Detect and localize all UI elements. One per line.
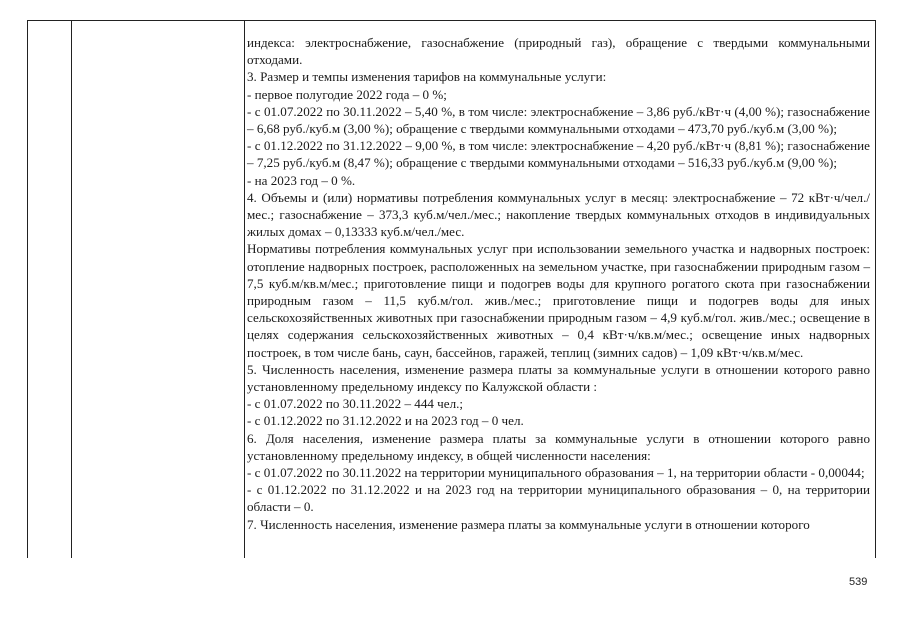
paragraph-15: 7. Численность населения, изменение размера платы за коммунальные услуги в отношении которого xyxy=(247,516,810,532)
paragraph-10: - с 01.07.2022 по 30.11.2022 – 444 чел.; xyxy=(247,396,464,412)
paragraph-13: - с 01.07.2022 по 30.11.2022 на территории муниципального образования – 1, на территории области - 0,00044; xyxy=(247,465,865,481)
document-table xyxy=(27,20,876,558)
paragraph-14: - с 01.12.2022 по 31.12.2022 и на 2023 год на территории муниципального образования – 0, на территории области – 0. xyxy=(247,482,870,515)
paragraph-1: индекса: электроснабжение, газоснабжение (природный газ), обращение с твердыми коммунальными отходами. xyxy=(247,35,870,68)
paragraph-8: Нормативы потребления коммунальных услуг при использовании земельного участка и надворных построек: отопление надворных построек, расположенных на земельном участке, при газоснабжении природным газом – 7,5 куб.м/кв.м/мес.; приготовление пищи и подогрев воды для крупного рогатого скота при газоснабжении природным газом – 11,5 куб.м/гол. жив./мес.; приготовление пищи и подогрев воды для иных сельскохозяйственных животных при газоснабжении природным газом – 4,9 куб.м/гол. жив./мес.; освещение в целях содержания сельскохозяйственных животных – 0,4 кВт·ч/кв.м/мес.; освещение иных надворных построек, в том числе бань, саун, бассейнов, гаражей, теплиц (зимних садов) – 1,09 кВт·ч/кв.м/мес. xyxy=(247,241,870,360)
paragraph-2: 3. Размер и темпы изменения тарифов на коммунальные услуги: xyxy=(247,69,607,85)
paragraph-11: - с 01.12.2022 по 31.12.2022 и на 2023 год – 0 чел. xyxy=(247,413,524,429)
paragraph-4: - с 01.07.2022 по 30.11.2022 – 5,40 %, в том числе: электроснабжение – 3,86 руб./кВт·ч (4,00 %); газоснабжение – 6,68 руб./куб.м (3,00 %); обращение с твердыми коммунальными отходами – 473,70 руб./куб.м (3,00 %); xyxy=(247,103,870,137)
paragraph-6: - на 2023 год – 0 %. xyxy=(247,172,356,188)
table-column-divider-1 xyxy=(71,21,72,558)
paragraph-9: 5. Численность населения, изменение размера платы за коммунальные услуги в отношении которого равно установленному предельному индексу по Калужской области : xyxy=(247,361,870,395)
paragraph-5: - с 01.12.2022 по 31.12.2022 – 9,00 %, в том числе: электроснабжение – 4,20 руб./кВт·ч (8,81 %); газоснабжение – 7,25 руб./куб.м (8,47 %); обращение с твердыми коммунальными отходами – 516,33 руб./куб.м (9,00 %); xyxy=(247,138,870,171)
page-number: 539 xyxy=(849,576,868,588)
table-column-divider-2 xyxy=(244,21,245,558)
table-cell-text xyxy=(247,34,870,533)
paragraph-12: 6. Доля населения, изменение размера платы за коммунальные услуги в отношении которого равно установленному предельному индексу, в общей численности населения: xyxy=(247,430,870,463)
paragraph-3: - первое полугодие 2022 года – 0 %; xyxy=(247,86,447,102)
paragraph-7: 4. Объемы и (или) нормативы потребления коммунальных услуг в месяц: электроснабжение – 72 кВт·ч/чел./мес.; газоснабжение – 373,3 куб.м/чел./мес.; накопление твердых коммунальных отходов в индивидуальных жилых домах – 0,13333 куб.м/чел./мес. xyxy=(247,189,870,240)
